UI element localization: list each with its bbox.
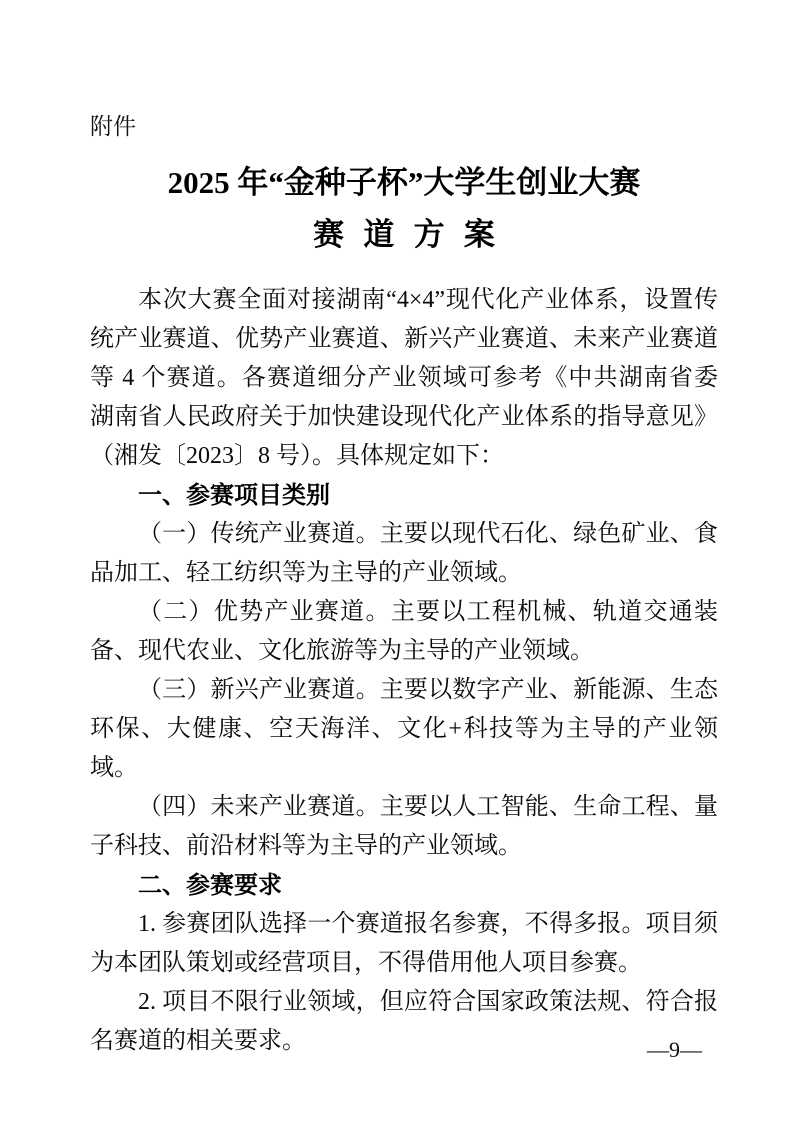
- document-content: [90, 0, 742, 1061]
- document-title-line1: 2025 年“金种子杯”大学生创业大赛: [167, 165, 641, 200]
- page-number: —9—: [647, 1037, 702, 1062]
- intro-paragraph: 本次大赛全面对接湖南“4×4”现代化产业体系，设置传统产业赛道、优势产业赛道、新兴产业赛道、未来产业赛道等 4 个赛道。各赛道细分产业领域可参考《中共湖南省委 湖南省人民政府关于加快建设现代化产业体系的指导意见》（湘发〔2023〕8 号）。具体规定如下：: [90, 287, 742, 469]
- document-body: [90, 281, 742, 1061]
- track-item-advantage: （二）优势产业赛道。主要以工程机械、轨道交通装备、现代农业、文化旅游等为主导的产业领域。: [90, 599, 718, 664]
- requirement-item-2: 2. 项目不限行业领域，但应符合国家政策法规、符合报名赛道的相关要求。: [90, 989, 718, 1054]
- track-item-emerging: （三）新兴产业赛道。主要以数字产业、新能源、生态环保、大健康、空天海洋、文化+科技等为主导的产业领域。: [90, 677, 718, 781]
- section-2-heading: 二、参赛要求: [138, 872, 282, 899]
- section-1-heading: 一、参赛项目类别: [138, 482, 330, 509]
- attachment-label: 附件: [90, 113, 136, 139]
- track-item-traditional: （一）传统产业赛道。主要以现代石化、绿色矿业、食品加工、轻工纺织等为主导的产业领域。: [90, 521, 718, 586]
- document-title: [90, 157, 718, 261]
- requirement-item-1: 1. 参赛团队选择一个赛道报名参赛，不得多报。项目须为本团队策划或经营项目，不得借用他人项目参赛。: [90, 911, 718, 976]
- track-item-future: （四）未来产业赛道。主要以人工智能、生命工程、量子科技、前沿材料等为主导的产业领域。: [90, 794, 718, 859]
- document-title-line2: 赛道方案: [313, 217, 515, 252]
